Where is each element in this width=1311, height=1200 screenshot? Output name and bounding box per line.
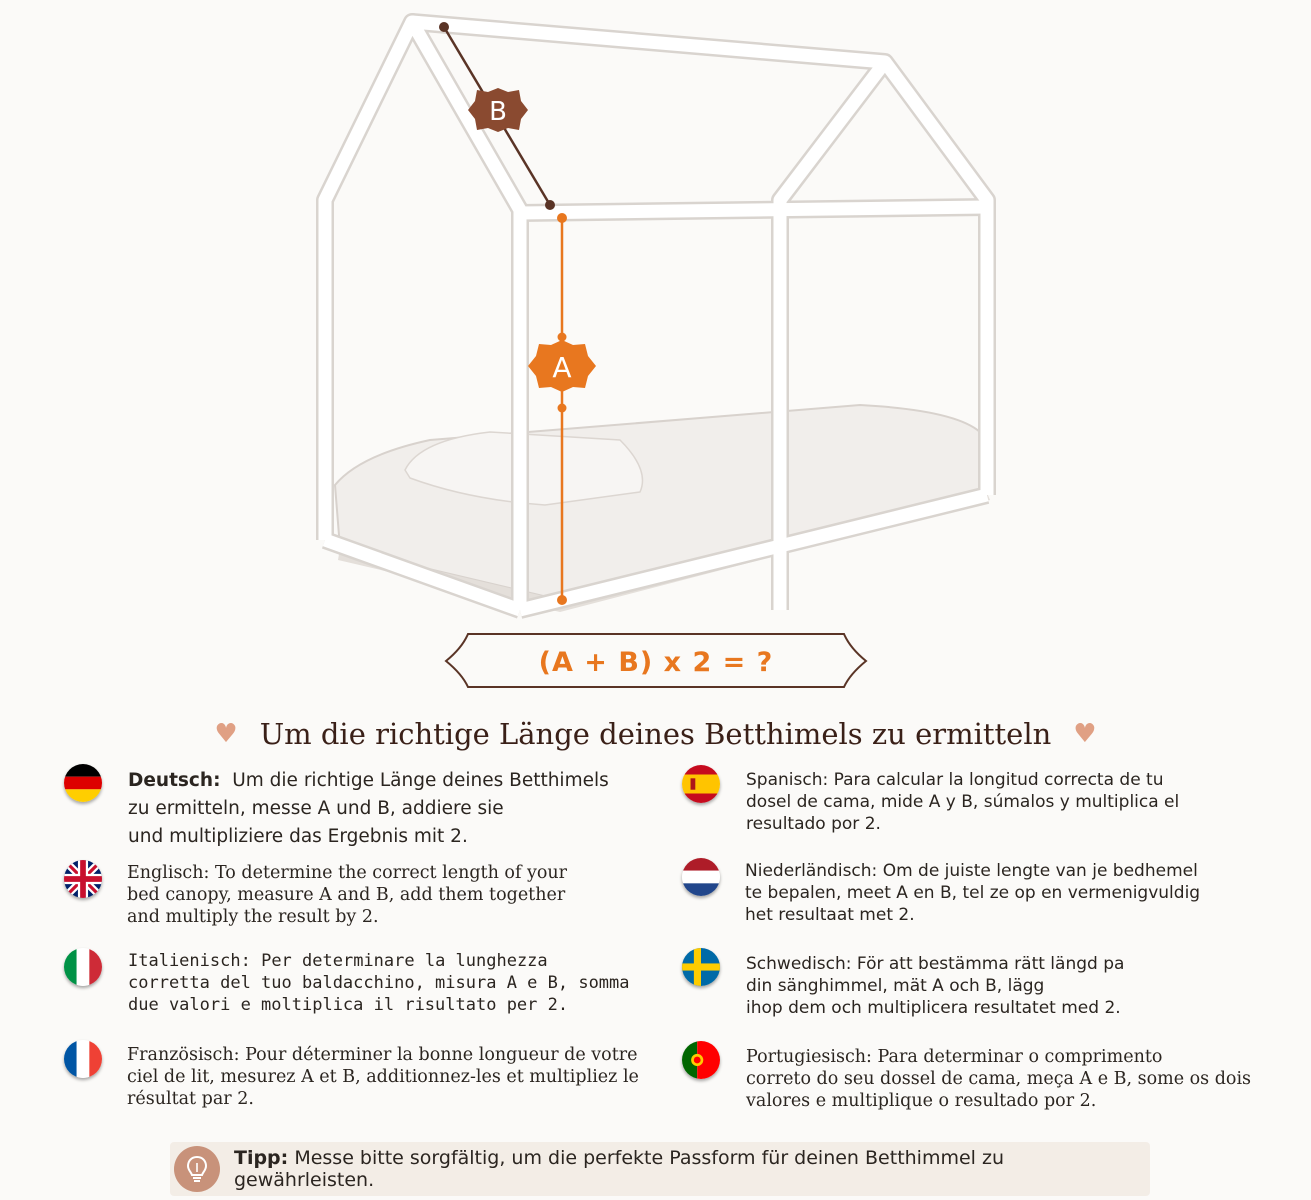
entry-line: Para determinar o comprimento: [877, 1047, 1163, 1067]
lightbulb-icon: [174, 1146, 220, 1192]
heart-icon: ♥: [1073, 719, 1097, 749]
entry-es: [746, 769, 1286, 835]
entry-line: ihop dem och multiplicera resultatet med 2.: [746, 998, 1121, 1018]
entry-line: Para calcular la longitud correcta de tu: [833, 770, 1164, 790]
uk-flag-icon: [64, 860, 102, 898]
entry-line: resultado por 2.: [746, 814, 881, 834]
entry-line: and multiply the result by 2.: [127, 907, 379, 927]
label-a: A: [552, 351, 572, 384]
germany-flag-icon: [64, 764, 102, 802]
entry-line: To determine the correct length of your: [214, 863, 568, 883]
entry-line: Per determinare la lunghezza: [261, 951, 548, 971]
entry-en: [127, 862, 667, 928]
entry-line: te bepalen, meet A en B, tel ze op en vermenigvuldig: [745, 883, 1201, 903]
lang-label: Deutsch:: [128, 770, 221, 791]
entry-sv: [746, 953, 1286, 1019]
entry-line: het resultaat met 2.: [745, 905, 915, 925]
tip-message: Messe bitte sorgfältig, um die perfekte Passform für deinen Betthimmel zu gewährleisten.: [233, 1147, 1005, 1191]
tip-bar: [170, 1142, 1150, 1196]
entry-line: correto do seu dossel de cama, meça A e B, some os dois: [746, 1069, 1252, 1089]
lang-label: Englisch:: [127, 863, 210, 883]
sweden-flag-icon: [682, 948, 720, 986]
entry-line: Um die richtige Länge deines Betthimels: [232, 770, 609, 791]
portugal-flag-icon: [682, 1041, 720, 1079]
heading: [0, 712, 1311, 756]
lang-label: Französisch:: [127, 1045, 240, 1065]
entry-line: bed canopy, measure A and B, add them together: [127, 885, 566, 905]
italy-flag-icon: [64, 948, 102, 986]
entry-line: ciel de lit, mesurez A et B, additionnez-les et multipliez le: [127, 1067, 639, 1087]
entry-line: din sänghimmel, mät A och B, lägg: [746, 976, 1045, 996]
entry-line: zu ermitteln, messe A und B, addiere sie: [128, 798, 504, 819]
entry-it: [128, 950, 673, 1016]
entry-line: Pour déterminer la bonne longueur de votre: [245, 1045, 638, 1065]
entry-line: résultat par 2.: [127, 1089, 254, 1109]
entry-line: due valori e moltiplica il risultato per 2.: [128, 995, 569, 1015]
lang-label: Schwedisch:: [746, 954, 852, 974]
label-b: B: [489, 97, 507, 127]
entry-line: För att bestämma rätt längd pa: [856, 954, 1125, 974]
spain-flag-icon: [682, 765, 720, 803]
entry-line: Om de juiste lengte van je bedhemel: [882, 861, 1198, 881]
france-flag-icon: [64, 1040, 102, 1078]
tip-text: [234, 1147, 1150, 1191]
entry-line: und multipliziere das Ergebnis mit 2.: [128, 826, 468, 847]
entry-nl: [745, 860, 1290, 926]
heading-text: Um die richtige Länge deines Betthimels zu ermitteln: [259, 717, 1052, 751]
entry-de: [128, 767, 668, 851]
entry-pt: [746, 1046, 1291, 1112]
entry-line: corretta del tuo baldacchino, misura A e B, somma: [128, 973, 630, 993]
heart-icon: ♥: [214, 719, 238, 749]
netherlands-flag-icon: [682, 858, 720, 896]
entry-line: valores e multiplique o resultado por 2.: [746, 1091, 1097, 1111]
entry-line: dosel de cama, mide A y B, súmalos y multiplica el: [746, 792, 1180, 812]
tip-label: Tipp:: [233, 1147, 289, 1169]
entry-fr: [127, 1044, 672, 1110]
lang-label: Italienisch:: [128, 951, 251, 971]
lang-label: Portugiesisch:: [746, 1047, 872, 1067]
lang-label: Spanisch:: [746, 770, 829, 790]
lang-label: Niederländisch:: [745, 861, 878, 881]
formula-text: (A + B) x 2 = ?: [538, 646, 774, 678]
